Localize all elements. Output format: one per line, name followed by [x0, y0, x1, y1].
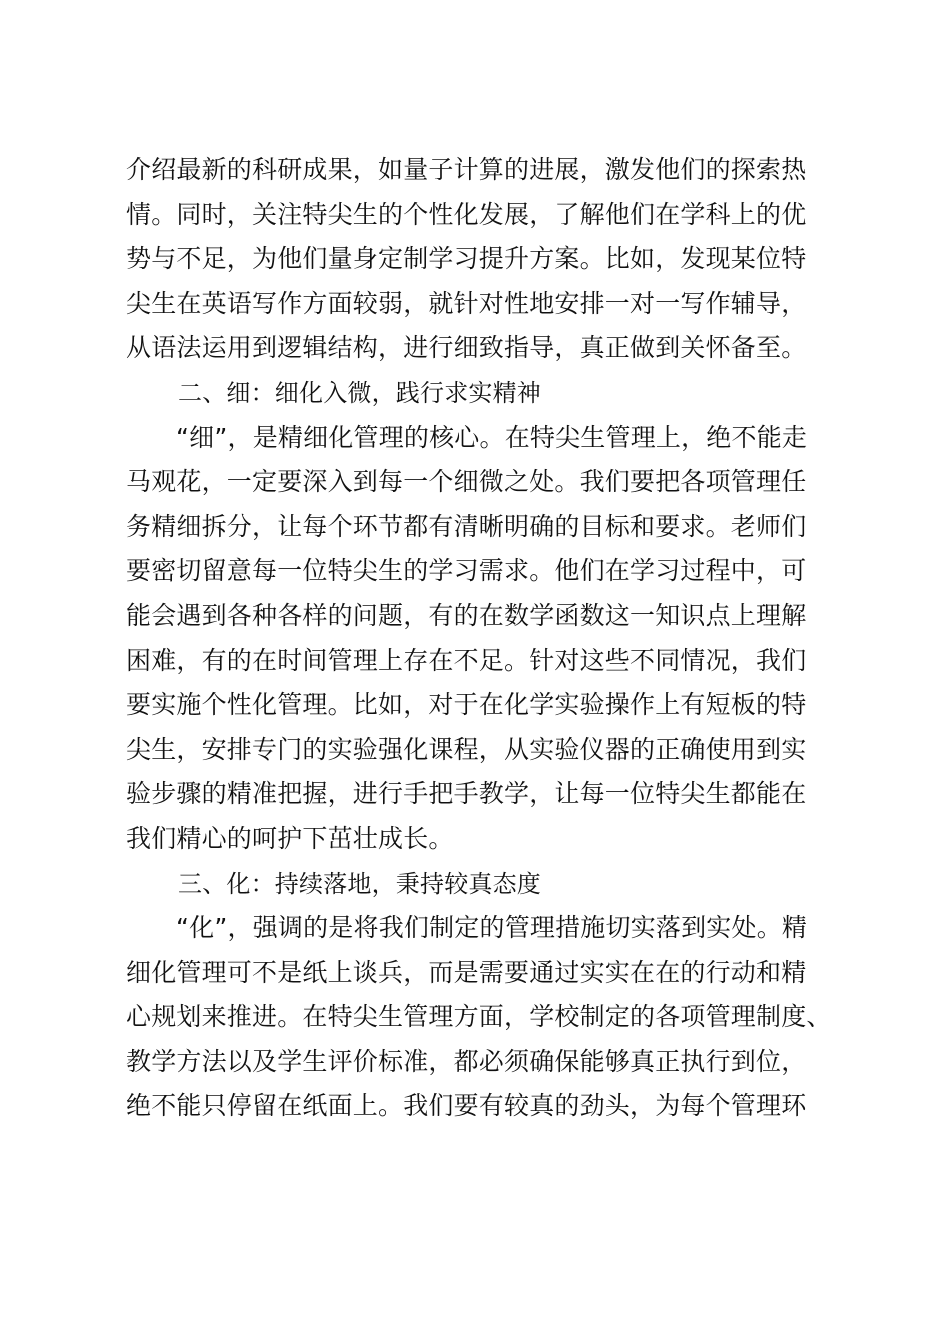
paragraph-line: 绝不能只停留在纸面上。我们要有较真的劲头，为每个管理环 — [126, 1091, 807, 1121]
paragraph-line: 细化管理可不是纸上谈兵，而是需要通过实实在在的行动和精 — [126, 957, 807, 987]
paragraph-line: 介绍最新的科研成果，如量子计算的进展，激发他们的探索热 — [126, 155, 807, 184]
paragraph-line: 要密切留意每一位特尖生的学习需求。他们在学习过程中，可 — [126, 556, 807, 586]
paragraph-line: 情。同时，关注特尖生的个性化发展，了解他们在学科上的优 — [126, 199, 807, 229]
paragraph-line: “化”，强调的是将我们制定的管理措施切实落到实处。精 — [176, 913, 808, 943]
paragraph-line: 势与不足，为他们量身定制学习提升方案。比如，发现某位特 — [126, 244, 807, 274]
paragraph-line: “细”，是精细化管理的核心。在特尖生管理上，绝不能走 — [176, 422, 808, 452]
paragraph-line: 能会遇到各种各样的问题，有的在数学函数这一知识点上理解 — [126, 600, 807, 630]
paragraph-line: 尖生在英语写作方面较弱，就针对性地安排一对一写作辅导， — [126, 288, 807, 318]
paragraph-line: 务精细拆分，让每个环节都有清晰明确的目标和要求。老师们 — [126, 511, 807, 541]
paragraph-line: 教学方法以及学生评价标准，都必须确保能够真正执行到位， — [126, 1046, 807, 1076]
paragraph-line: 验步骤的精准把握，进行手把手教学，让每一位特尖生都能在 — [126, 779, 807, 809]
paragraph-line: 从语法运用到逻辑结构，进行细致指导，真正做到关怀备至。 — [126, 333, 807, 363]
paragraph-line: 要实施个性化管理。比如，对于在化学实验操作上有短板的特 — [126, 690, 807, 720]
paragraph-line: 马观花，一定要深入到每一个细微之处。我们要把各项管理任 — [126, 467, 807, 497]
section-heading: 三、化：持续落地，秉持较真态度 — [178, 869, 541, 898]
paragraph-line: 困难，有的在时间管理上存在不足。针对这些不同情况，我们 — [126, 645, 807, 675]
paragraph-line: 我们精心的呵护下茁壮成长。 — [126, 823, 454, 853]
section-heading: 二、细：细化入微，践行求实精神 — [178, 378, 541, 407]
document-body — [126, 148, 836, 1129]
paragraph-line: 尖生，安排专门的实验强化课程，从实验仪器的正确使用到实 — [126, 734, 807, 764]
paragraph-line: 心规划来推进。在特尖生管理方面，学校制定的各项管理制度、 — [126, 1002, 832, 1032]
